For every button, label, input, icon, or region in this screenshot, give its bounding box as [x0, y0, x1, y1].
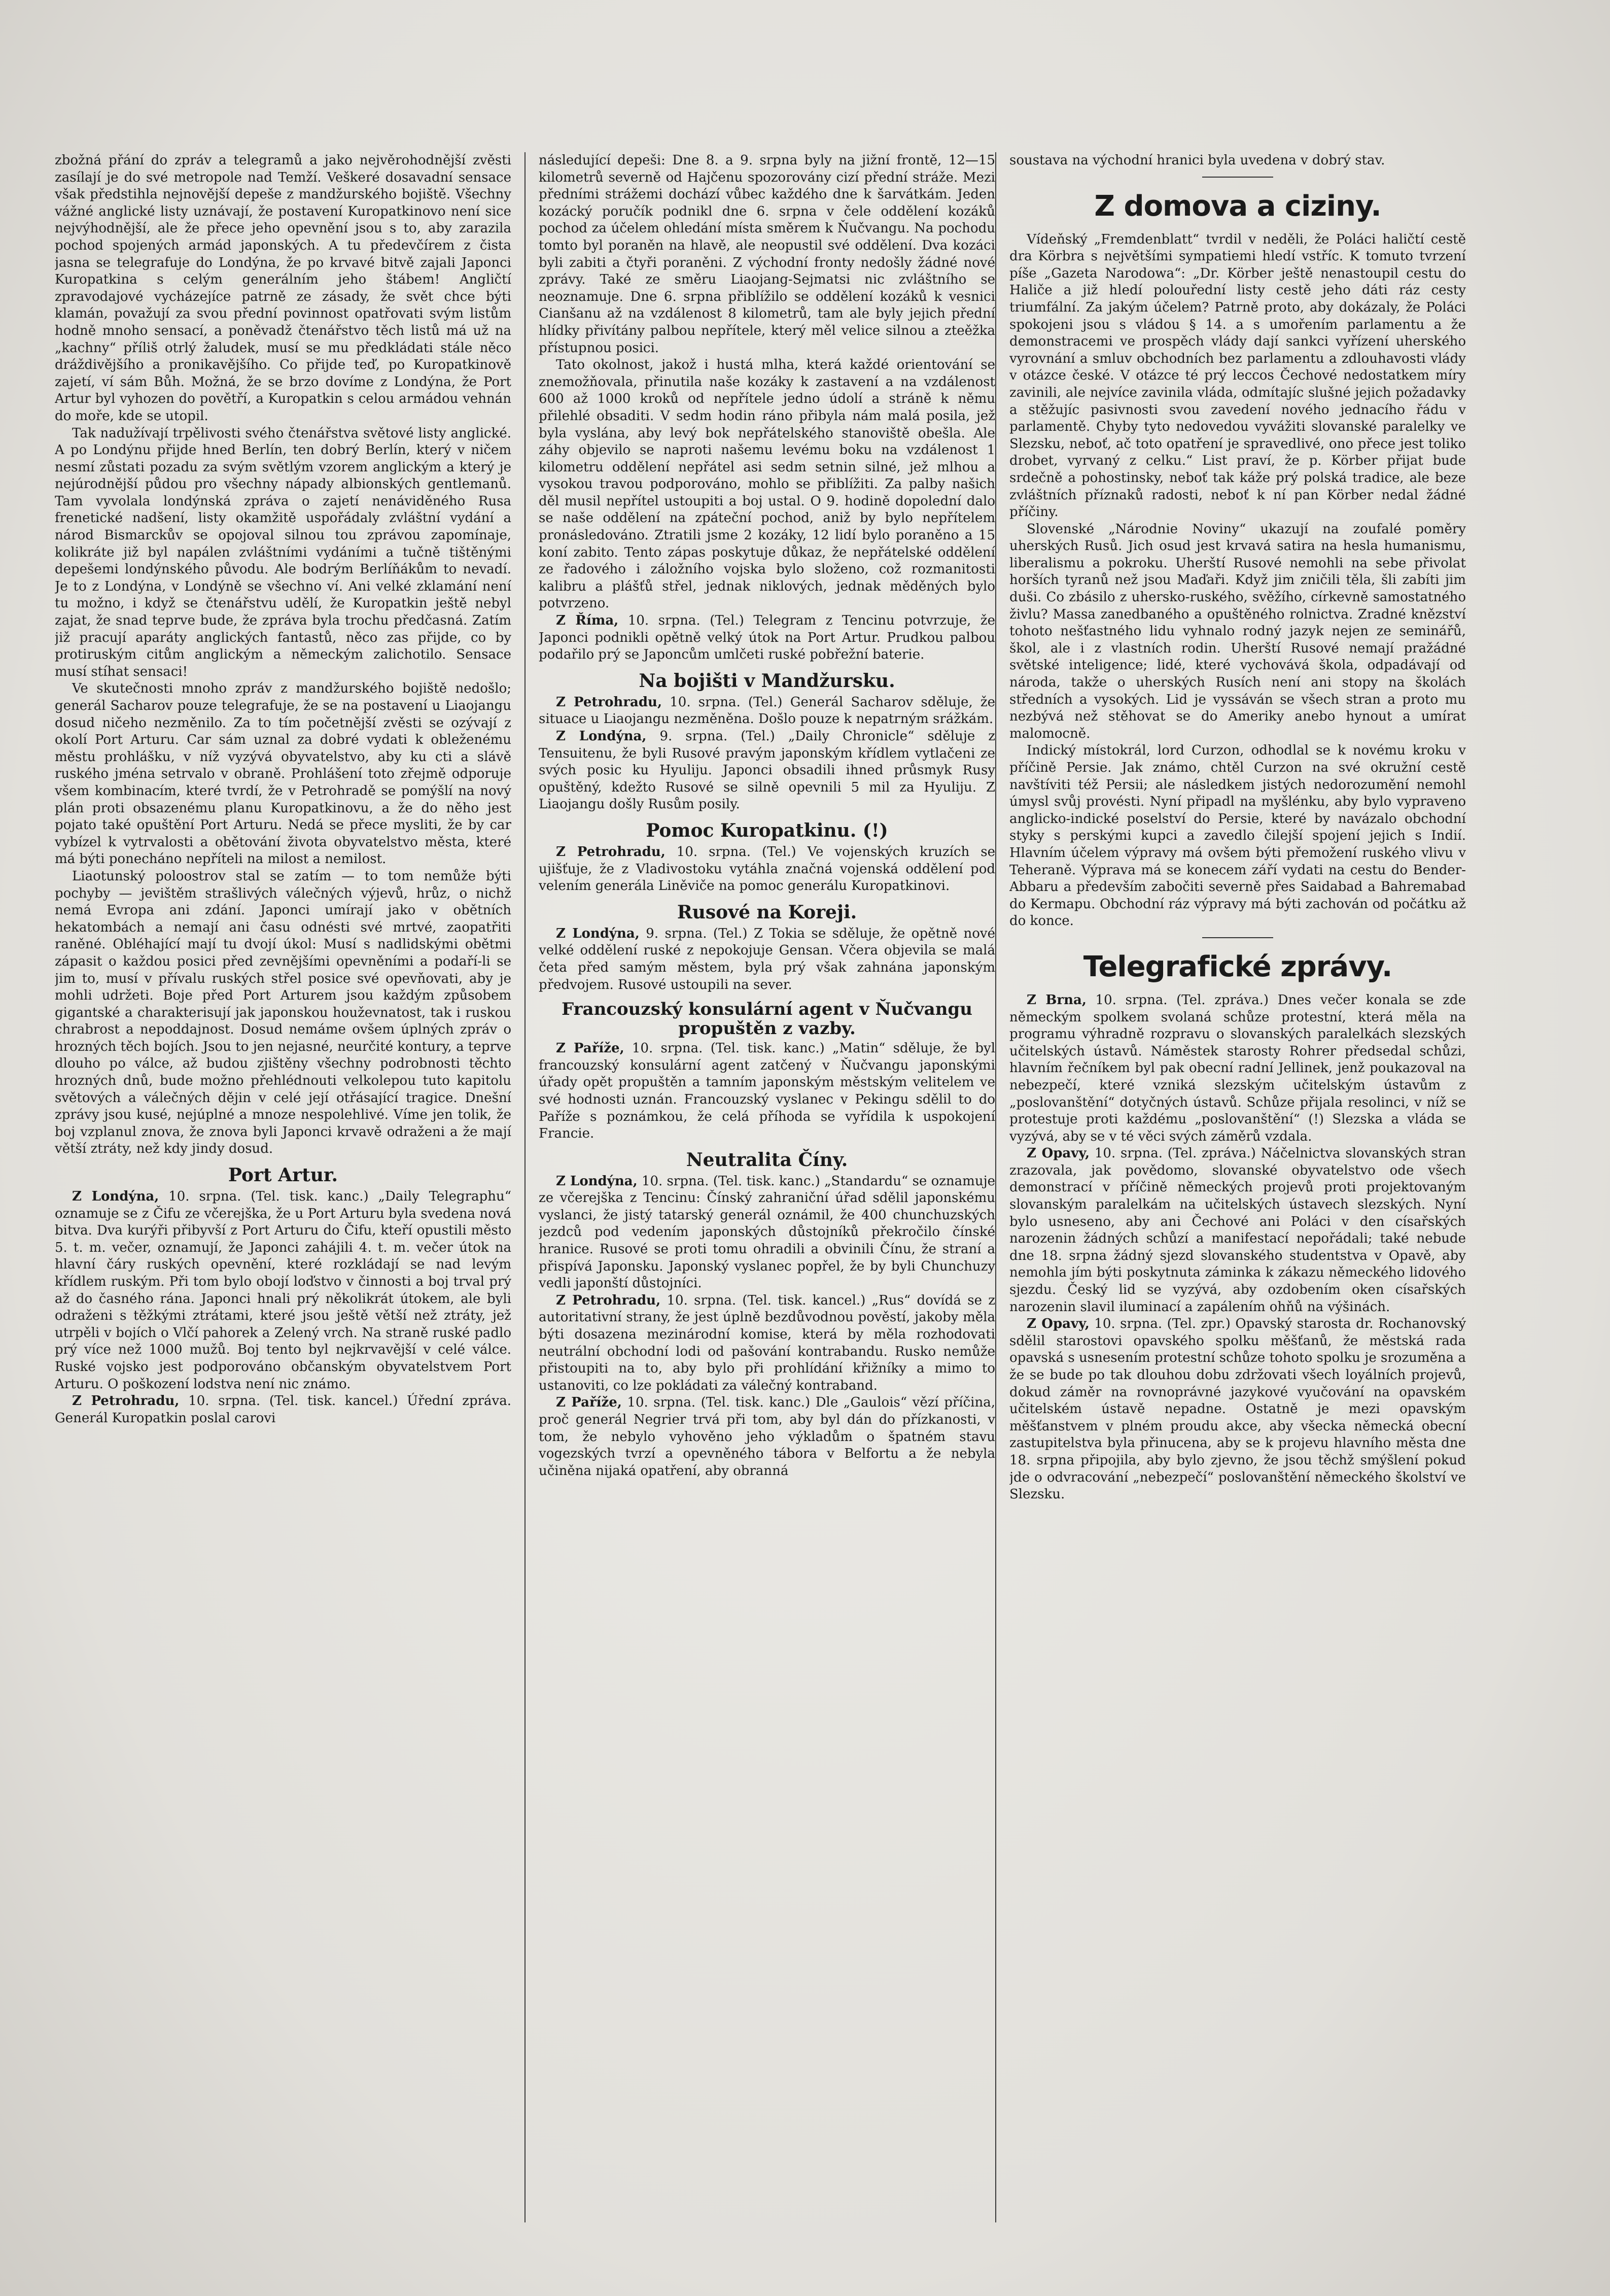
news-text: 10. srpna. (Tel. tisk. kancel.) Úřední zpráva. Generál Kuropatkin poslal carovi	[55, 1393, 511, 1426]
section-heading-neutralita: Neutralita Číny.	[686, 1149, 848, 1171]
section-heading-bojiste: Na bojišti v Mandžursku.	[639, 670, 895, 692]
dateline: Z Brna,	[1027, 992, 1087, 1008]
article-paragraph: Slovenské „Národnie Noviny“ ukazují na zoufalé poměry uherských Rusů. Jich osud jest krvavá satira na hesla humanismu, liberalismu a pokroku. Uherští Rusové nemohli na sebe přivolat horších tyranů než jsou Maďaři. Když jim zničili těla, šli zabíti jim duši. Co zbásilo z uhersko-ruského, svěžího, církevně samostatného živlu? Massa zanedbaného a opuštěného rolnictva. Zradné knězství tohoto nešťastného lidu vyhnalo rodný jazyk nejen ze seminářů, škol, ale i z vlastních rodin. Uherští Rusové nemají pražádné světské inteligence; lidé, které vychovává škola, odpadávají od národa, takže o uherských Rusích není ani stopy na školách středních a vysokých. Lid je vyssáván se všech stran a proto mu nezbývá než stěhovat se do Ameriky anebo hynout a umírat malomocně.	[1009, 521, 1466, 741]
article-paragraph: zbožná přání do zpráv a telegramů a jako nejvěrohodnější zvěsti zasílají je do své metropole nad Temží. Veškeré dosavadní sensace však předstihla nejnovější depeše z mandžurského bojiště. Všechny vážné anglické listy uznávají, že postavení Kuropatkinovo není sice nejvýhodnější, ale že přece jeho opevnění jsou s to, aby zarazila pochod spojených armád japonských. A tu předevčírem z čista jasna se telegrafuje do Londýna, že po krvavé bitvě zajali Japonci Kuropatkina s celým generálním jeho štábem! Angličtí zpravodajové vycházejíce patrně ze zásady, že svět chce býti klamán, považují za svou přední povinnost opatřovati svým listům hodně mnoho sensací, a poněvadž čtenářstvo těch listů má už na „kachny“ příliš otrlý žaludek, musí se mu předkládati stále něco dráždivějšího a pronikavějšího. Co přijde teď, po Kuropatkinově zajetí, ví sám Bůh. Možná, že se brzo dovíme z Londýna, že Port Artur byl vyhozen do povětří, a Kuropatkin s celou armádou vehnán do moře, kde se utopil.	[55, 153, 511, 424]
news-item	[539, 844, 995, 895]
article-paragraph: Tato okolnost, jakož i hustá mlha, která každé orientování se znemožňovala, přinutila naše kozáky k zastavení a na vzdálenost 600 až 1000 kroků od nepřítele jedno údolí a stráně k němu přilehlé obsaditi. V sedm hodin ráno přibyla nám malá posila, jež byla vyslána, aby levý bok nepřátelského stanoviště obešla. Ale záhy objevilo se naproti našemu levému boku na vzdálenost 1 kilometru oddělení nepřátel asi sedm setnin silné, jež mlhou a vysokou travou podporováno, mohlo se přiblížiti. Za palby našich děl musil nepřítel ustoupiti a boj ustal. O 9. hodině dopolední dalo se naše oddělení na zpáteční pochod, aniž by bylo nepřítelem pronásledováno. Ztratili jsme 2 kozáky, 12 lidí bylo poraněno a 15 koní zabito. Tento zápas poskytuje důkaz, že nepřátelské oddělení ze řadového i záložního vojska bylo složeno, což rozmanitosti kalibru a plášťů střel, jednak niklových, jednak měděných bylo potvrzeno.	[539, 357, 995, 611]
column-middle	[539, 152, 995, 2222]
news-text: 10. srpna. (Tel. tisk. kancel.) „Rus“ dovídá se z autoritativní strany, že jest úplně bezdůvodnou pověstí, jakoby měla býti dosazena mezinárodní komise, která by měla rozhodovati neutrální obchodní lodi od pašování kontrabandu. Rusko nemůže přistoupiti na to, aby bylo při prohlídání křižníky a mimo to ustanoviti, co lze pokládati za válečný kontraband.	[539, 1292, 995, 1393]
dateline: Z Londýna,	[556, 926, 640, 941]
column-left	[55, 152, 511, 2222]
article-paragraph: soustava na východní hranici byla uvedena v dobrý stav.	[1009, 153, 1385, 168]
news-text: 10. srpna. (Tel.) Telegram z Tencinu potvrzuje, že Japonci podnikli opětně velký útok na Port Artur. Prudkou palbou podařilo prý se Japoncům umlčeti ruské pobřežní baterie.	[539, 613, 995, 663]
article-paragraph: Tak nadužívají trpělivosti svého čtenářstva světové listy anglické. A po Londýnu přijde hned Berlín, ten dobrý Berlín, který v ničem nesmí zůstati pozadu za svým světlým vzorem anglickým a který je nejúrodnější půdou pro všechny nápady albionských gentlemanů. Tam vyvolala londýnská zpráva o zajetí nenáviděného Rusa frenetické nadšení, listy okamžitě uspořádaly zvláštní vydání a národ Bismarckův se opojoval silnou tou zprávou zapomínaje, kolikráte již byl napálen zvláštními vydáními a tučně tištěnými depešemi londýnského původu. Ale bodrým Berlíňákům to nevadí. Je to z Londýna, v Londýně se všechno ví. Ani velké zklamání není tu možno, i když se čtenářstvu udělí, že Kuropatkin ještě nebyl zajat, že snad teprve bude, že zpráva byla trochu předčasná. Zatím již pracují aparáty anglických fantastů, něco zas přijde, co by protiruským citům anglickým a německým zalichotilo. Sensace musí stíhat sensaci!	[55, 425, 511, 679]
news-item	[539, 728, 995, 813]
article-paragraph: Vídeňský „Fremdenblatt“ tvrdil v neděli, že Poláci haličtí cestě dra Körbra s největšími sympatiemi hledí vstříc. K tomuto tvrzení píše „Gazeta Narodowa“: „Dr. Körber ještě nenastoupil cestu do Haliče a již hledí polouřední listy cestě jeho dáti ráz cesty triumfální. Za jakým účelem? Patrně proto, aby dokázaly, že Poláci spokojeni jsou s vládou § 14. a s umořením parlamentu a že demonstracemi ve prospěch vlády dají sankci vyřízení uherského vyrovnání a smluv obchodních bez parlamentu a zdlouhavosti vlády v otázce české. V otázce té prý leccos Čechové nedostatkem míry zavinili, ale nejvíce zavinila vláda, odmítajíc slušné jejich požadavky a stěžujíc pasivnosti svou zavedení nového jednacího řádu v parlamentě. Chyby tyto nedovedou vyvážiti slovanské paralelky ve Slezsku, neboť, ač toto opatření je spravedlivé, ono přece jest toliko drobet, vyrvaný z celku.“ List praví, že p. Körber přijat bude srdečně a pohostinsky, neboť tak káže prý polská tradice, ale beze zvláštních příznaků radosti, neboť k ní pan Körber nedal žádné příčiny.	[1009, 231, 1466, 520]
dateline: Z Petrohradu,	[556, 844, 666, 860]
article-paragraph: následující depeši: Dne 8. a 9. srpna byly na jižní frontě, 12—15 kilometrů severně od Hajčenu spozorovány cizí přední stráže. Mezi předními strážemi dochází vůbec každého dne k šarvátkám. Jeden kozácký poručík podnikl dne 6. srpna v čele oddělení kozáků pochod za účelem ohledání místa směrem k Ňučvangu. Na pochodu tomto byl poraněn na hlavě, ale neopustil své oddělení. Dva kozáci byli zabiti a čtyři poraněni. Z východní fronty nedošly žádné nové zprávy. Také ze směru Liaojang-Sejmatsi nic zvláštního se neoznamuje. Dne 6. srpna přiblížilo se oddělení kozáků k vesnici Cianšanu až na vzdálenost 8 kilometrů, tam ale byly jejich přední hlídky přivítány palbou nepřítele, který měl velice silnou a zteěžka přístupnou posici.	[539, 153, 995, 356]
divider	[1202, 177, 1273, 178]
column-right	[1009, 152, 1466, 2222]
news-item	[1009, 1145, 1466, 1316]
section-heading-pomoc: Pomoc Kuropatkinu. (!)	[646, 819, 888, 841]
news-text: 10. srpna. (Tel. zpráva.) Dnes večer konala se zde německým spolkem svolaná schůze protestní, která měla na programu výhradně rozpravu o slovanských paralelkách slezských učitelských ústavů. Náměstek starosty Rohrer předsedal schůzi, hlavním řečníkem byl pak obecní radní Jellinek, jenž poukazoval na nebezpečí, které vzniká slezským učitelským ústavům z „poslovanštění“ dotyčných ústavů. Schůze přijala resolinci, v níž se protestuje proti každému „poslovanštění“ (!) Slezska a vláda se vyzývá, aby se v té věci svých záměrů vzdala.	[1009, 992, 1466, 1144]
dateline: Z Říma,	[556, 613, 619, 629]
divider	[1202, 937, 1273, 938]
news-text: 9. srpna. (Tel.) „Daily Chronicle“ sděluje z Tensuitenu, že byli Rusové pravým japonským křídlem vytlačeni ze svých posic ku Hyuliju. Japonci obsadili ihned průsmyk Rusy opuštěný, kdežto Rusové se silně opevnili 5 mil za Hyuliju. Z Liaojangu došly Rusům posily.	[539, 729, 995, 812]
news-item	[539, 694, 995, 728]
news-item	[539, 1394, 995, 1480]
news-text: 10. srpna. (Tel. tisk. kanc.) „Matin“ sděluje, že byl francouzský konsulární agent zatčený v Ňučvangu japonskými úřady opět propuštěn a tamním japonským městským velitelem ve své hodnosti uznán. Francouzský vyslanec v Pekingu sdělil to do Paříže s poznámkou, že celá příhoda se vyřídila k uspokojení Francie.	[539, 1041, 995, 1142]
news-item	[55, 1393, 511, 1427]
article-paragraph: Indický místokrál, lord Curzon, odhodlal se k novému kroku v příčině Persie. Jak známo, chtěl Curzon na své okružní cestě navštíviti též Persii; ale následkem jistých nedorozumění nemohl úmysl svůj provésti. Nyní připadl na myšlénku, aby bylo vypraveno anglicko-indické poselství do Persie, které by navázalo obchodní styky s perskými kupci a zavedlo čilejší spojení jejich s Indií. Hlavním účelem výpravy má ovšem býti přemožení ruského vlivu v Teheraně. Výprava má se konecem září vydati na cestu do Bender-Abbaru a především zabočiti severně přes Saidabad a Bahremabad do Kermapu. Obchodní ráz výpravy má býti zachován od počátku až do konce.	[1009, 743, 1466, 929]
news-text: 10. srpna. (Tel. zpráva.) Náčelnictva slovanských stran zrazovala, jak povědomo, slovanské obyvatelstvo ode všech demonstrací v příčině německých projevů proti projektovaným slovanským paralelkám na učitelských ústavech slezských. Nyní bylo usneseno, aby ani Čechové ani Poláci v den císařských narozenin žádných schůzí a manifestací nepořádali; také nebude dne 18. srpna žádný sjezd slovanského studentstva v Opavě, aby nemohla jím býti poskytnuta záminka k zákazu německého lidového sjezdu. Český lid se vyzývá, aby ozdobením oken císařských narozenin slavil iluminací a zapálením ohňů na výšinách.	[1009, 1146, 1466, 1315]
dateline: Z Opavy,	[1027, 1316, 1090, 1332]
news-text: 9. srpna. (Tel.) Z Tokia se sděluje, že opětně nové velké oddělení ruské z nepokojuje Gensan. Včera objevila se malá četa před samým městem, byla prý však zahnána japonským předvojem. Rusové ustoupili na sever.	[539, 926, 995, 992]
dateline: Z Opavy,	[1027, 1146, 1090, 1161]
article-paragraph: Liaotunský poloostrov stal se zatím — to tom nemůže býti pochyby — jevištěm strašlivých válečných výjevů, hrůz, o nichž nemá Evropa ani zdání. Japonci umírají jako v obětních hekatombách a nemají ani času odnésti své mrtvé, zaopatřiti raněné. Obléhající mají tu dvojí úkol: Musí s nadlidskými obětmi zápasit o každou posici před zevnějšími opevněními a podaří-li se jim to, musí v přívalu ruských střel posice své opevňovati, aby je mohli udržeti. Boje před Port Arturem jsou každým způsobem gigantské a charakterisují jak japonskou houževnatost, tak i ruskou chrabrost a nepoddajnost. Dosud nemáme ovšem úplných zpráv o hrozných těch bojích. Jsou to jen nejasné, neurčité kontury, a teprve dlouho po válce, až budou zjištěny všechny podrobnosti těchto hrozných dnů, bude možno přehlédnouti velkolepou tuto kapitolu světových a válečných dějin v celé její otřásající tragice. Dnešní zprávy jsou kusé, nejúplné a mnoze nespolehlivé. Víme jen tolik, že boj vzplanul znova, že znova byli Japonci krvavě odraženi a že mají větší ztráty, než kdy jindy dosud.	[55, 868, 511, 1157]
news-item	[539, 1292, 995, 1395]
news-text: 10. srpna. (Tel.) Generál Sacharov sděluje, že situace u Liaojangu nezměněna. Došlo pouze k nepatrným srážkám.	[539, 694, 995, 727]
news-item	[55, 1188, 511, 1393]
news-text: 10. srpna. (Tel. tisk. kanc.) Dle „Gaulois“ vězí příčina, proč generál Negrier trvá při tom, aby byl dán do přízkanosti, v tom, že nebylo vyhověno jeho výkladům o špatném stavu vogezských tvrzí a opevněného tábora v Belfortu a že nebyla učiněna nijaká opatření, aby obranná	[539, 1395, 995, 1479]
news-item	[1009, 992, 1466, 1145]
news-item	[1009, 1316, 1466, 1503]
news-item	[539, 1173, 995, 1292]
news-text: 10. srpna. (Tel. tisk. kanc.) „Standardu“ se oznamuje ze včerejška z Tencinu: Čínský zahraniční úřad sdělil japonskému vyslanci, že jistý tatarský generál oznámil, že 400 chunchuzských jezdců pod vedením japonských důstojníků překročilo čínské hranice. Rusové se proti tomu ohradili a obvinili Čínu, že straní a přispívá Japonsku. Japonský vyslanec popřel, že by byli Chunchuzy vedli japonští důstojníci.	[539, 1173, 995, 1291]
dateline: Z Petrohradu,	[556, 694, 662, 710]
news-item	[539, 1040, 995, 1143]
news-item	[539, 926, 995, 993]
dateline: Z Petrohradu,	[72, 1393, 180, 1409]
column-rule	[995, 152, 996, 2222]
section-heading-rusove: Rusové na Koreji.	[677, 901, 857, 923]
article-paragraph: Ve skutečnosti mnoho zpráv z mandžurského bojiště nedošlo; generál Sacharov pouze telegrafuje, že se na postavení u Liaojangu dosud ničeho nezměnilo. Za to tím početnější zvěsti se ozývají z okolí Port Arturu. Car sám uznal za dobré vydati k obleženému městu prohlášku, v níž vyzývá obyvatelstvo, aby ku cti a slávě ruského jména setrvalo v obraně. Prohlášení toto zřejmě odporuje všem kombinacím, které tvrdí, že v Petrohradě se pomýšlí na nový plán proti obsazenému planu Kuropatkinovu, a že do něho jest pojato také opuštění Port Arturu. Nedá se přece mysliti, že by car vybízel k vytrvalosti a obětování života obyvatelstvo města, které má býti ponecháno nepříteli na milost a nemilost.	[55, 681, 511, 867]
news-item	[539, 612, 995, 664]
news-text: 10. srpna. (Tel. zpr.) Opavský starosta dr. Rochanovský sdělil starostovi opavského spolku měšťanů, že městská rada opavská s usnesením protestní schůze tohoto spolku je srozuměna a že se bude po tak dlouhou dobu zdržovati všech loyálních projevů, dokud záměr na rovnoprávné jazykové vyučování na opavském učitelském ústavě nepadne. Ostatně je mezi opavským měšťanstvem v plném proudu akce, aby všecka německá obecní zastupitelstva byla přinucena, aby se k projevu hlavního města dne 18. srpna připojila, aby bylo zjevno, že jsou těchž smýšlení pokud jde o odvracování „nebezpečí“ poslovanštění německého školství ve Slezsku.	[1009, 1316, 1466, 1502]
dateline: Z Paříže,	[556, 1395, 622, 1411]
dateline: Z Londýna,	[556, 729, 647, 744]
dateline: Z Londýna,	[556, 1173, 638, 1189]
section-heading-telegraf: Telegrafické zprávy.	[1083, 950, 1392, 983]
section-heading-domova: Z domova a ciziny.	[1094, 189, 1381, 223]
dateline: Z Petrohradu,	[556, 1292, 661, 1308]
section-heading-francouz: Francouzský konsulární agent v Ňučvangu propuštěn z vazby.	[562, 999, 972, 1039]
news-text: 10. srpna. (Tel.) Ve vojenských kruzích se ujišťuje, že z Vladivostoku vytáhla značná vojenská oddělení pod velením generála Liněviče na pomoc generálu Kuropatkinovi.	[539, 844, 995, 894]
news-text: 10. srpna. (Tel. tisk. kanc.) „Daily Telegraphu“ oznamuje se z Čifu ze včerejška, že u Port Arturu byla svedena nová bitva. Dva kurýři přibyvší z Port Arturu do Čifu, kteří opustili město 5. t. m. večer, oznamují, že Japonci zahájili 4. t. m. večer útok na hlavní čáry ruských opevnění, které rozkládají se nad levým křídlem ruským. Při tom bylo obojí loďstvo v činnosti a boj trval prý až do časného rána. Japonci hnali prý několikrát útokem, ale byli odraženi s těžkými ztrátami, které jsou ještě větší než ztráty, jež utrpěli v bojích o Vlčí pahorek a Zelený vrch. Na straně ruské padlo prý více než 1000 mužů. Boj tento byl nejkrvavější v celé válce. Ruské vojsko jest podporováno občanským obyvatelstvem Port Arturu. O poškození lodstva není nic známo.	[55, 1189, 511, 1392]
dateline: Z Londýna,	[72, 1189, 159, 1205]
column-rule	[524, 152, 526, 2222]
section-heading-port-artur: Port Artur.	[228, 1164, 338, 1186]
dateline: Z Paříže,	[556, 1041, 624, 1056]
